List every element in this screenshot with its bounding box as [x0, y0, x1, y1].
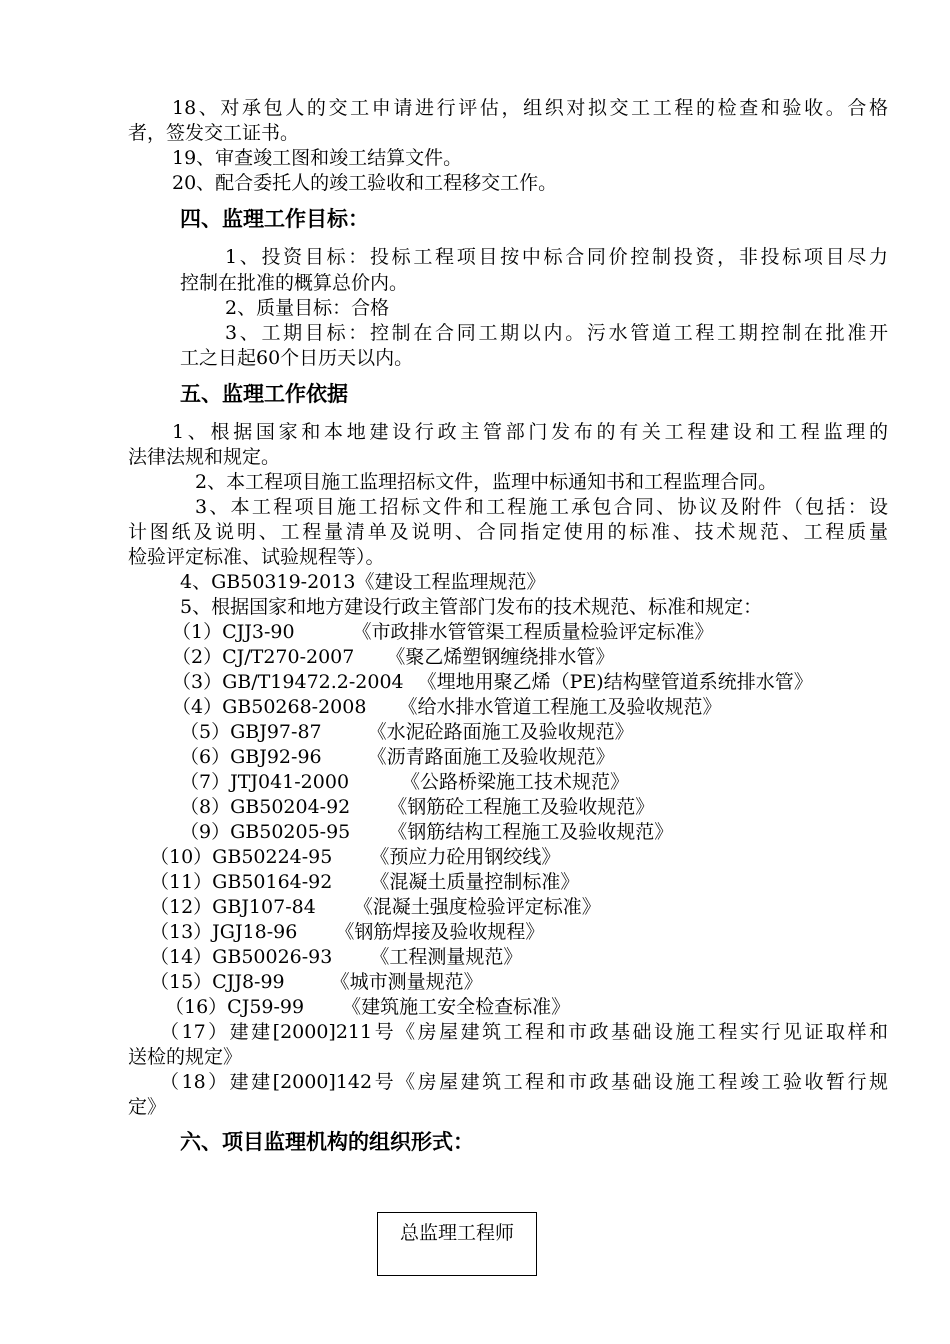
standard-item: （16）CJ59-99 《建筑施工安全检查标准》 — [165, 996, 571, 1018]
section-5-heading: 五、监理工作依据 — [180, 381, 348, 406]
goal-schedule-line-2: 工之日起60个日历天以内。 — [180, 347, 414, 369]
standard-item: （4）GB50268-2008 《给水排水管道工程施工及验收规范》 — [172, 696, 722, 718]
standard-item: （9）GB50205-95 《钢筋结构工程施工及验收规范》 — [180, 821, 674, 843]
basis-5: 5、根据国家和地方建设行政主管部门发布的技术规范、标准和规定： — [180, 596, 763, 618]
standard-item: （15）CJJ8-99 《城市测量规范》 — [150, 971, 483, 993]
standard-item: （13）JGJ18-96 《钢筋焊接及验收规程》 — [150, 921, 545, 943]
section-4-heading: 四、监理工作目标： — [180, 206, 369, 231]
standard-item: （10）GB50224-95 《预应力砼用钢绞线》 — [150, 846, 561, 868]
standard-item: （2）CJ/T270-2007 《聚乙烯塑钢缠绕排水管》 — [172, 646, 615, 668]
standard-item: （14）GB50026-93 《工程测量规范》 — [150, 946, 523, 968]
standard-item: （3）GB/T19472.2-2004 《埋地用聚乙烯（PE)结构壁管道系统排水管》 — [172, 671, 813, 693]
item-18-line-2: 者，签发交工证书。 — [128, 122, 300, 144]
section-6-heading: 六、项目监理机构的组织形式： — [180, 1129, 474, 1154]
regulation-17-line-2: 送检的规定》 — [128, 1046, 243, 1068]
regulation-17-line-1: （17）建建[2000]211号《房屋建筑工程和市政基础设施工程实行见证取样和 — [160, 1021, 888, 1043]
standard-item: （12）GBJ107-84 《混凝土强度检验评定标准》 — [150, 896, 601, 918]
basis-1-line-2: 法律法规和规定。 — [128, 446, 281, 468]
basis-4: 4、GB50319-2013《建设工程监理规范》 — [180, 571, 546, 593]
standard-item: （1）CJJ3-90 《市政排水管管渠工程质量检验评定标准》 — [172, 621, 714, 643]
regulation-18-line-2: 定》 — [128, 1096, 167, 1118]
basis-2: 2、本工程项目施工监理招标文件，监理中标通知书和工程监理合同。 — [195, 471, 778, 493]
goal-quality: 2、质量目标：合格 — [225, 297, 390, 319]
goal-investment-line-1: 1、投资目标：投标工程项目按中标合同价控制投资，非投标项目尽力 — [225, 246, 888, 268]
regulation-18-line-1: （18）建建[2000]142号《房屋建筑工程和市政基础设施工程竣工验收暂行规 — [160, 1071, 888, 1093]
basis-3-line-1: 3、本工程项目施工招标文件和工程施工承包合同、协议及附件（包括：设 — [195, 496, 888, 518]
standard-item: （6）GBJ92-96 《沥青路面施工及验收规范》 — [180, 746, 615, 768]
basis-1-line-1: 1、根据国家和本地建设行政主管部门发布的有关工程建设和工程监理的 — [172, 421, 888, 443]
basis-3-line-3: 检验评定标准、试验规程等）。 — [128, 546, 385, 568]
item-18-line-1: 18、对承包人的交工申请进行评估，组织对拟交工工程的检查和验收。合格 — [172, 97, 888, 119]
org-chart-chief-engineer-box — [377, 1212, 537, 1276]
org-chart-box-label: 总监理工程师 — [399, 1222, 514, 1244]
goal-schedule-line-1: 3、工期目标：控制在合同工期以内。污水管道工程工期控制在批准开 — [225, 322, 888, 344]
item-19: 19、审查竣工图和竣工结算文件。 — [172, 147, 463, 169]
standard-item: （5）GBJ97-87 《水泥砼路面施工及验收规范》 — [180, 721, 634, 743]
goal-investment-line-2: 控制在批准的概算总价内。 — [180, 272, 409, 294]
item-20: 20、配合委托人的竣工验收和工程移交工作。 — [172, 172, 558, 194]
standard-item: （11）GB50164-92 《混凝土质量控制标准》 — [150, 871, 580, 893]
basis-3-line-2: 计图纸及说明、工程量清单及说明、合同指定使用的标准、技术规范、工程质量 — [128, 521, 888, 543]
standard-item: （7）JTJ041-2000 《公路桥梁施工技术规范》 — [180, 771, 630, 793]
standard-item: （8）GB50204-92 《钢筋砼工程施工及验收规范》 — [180, 796, 655, 818]
